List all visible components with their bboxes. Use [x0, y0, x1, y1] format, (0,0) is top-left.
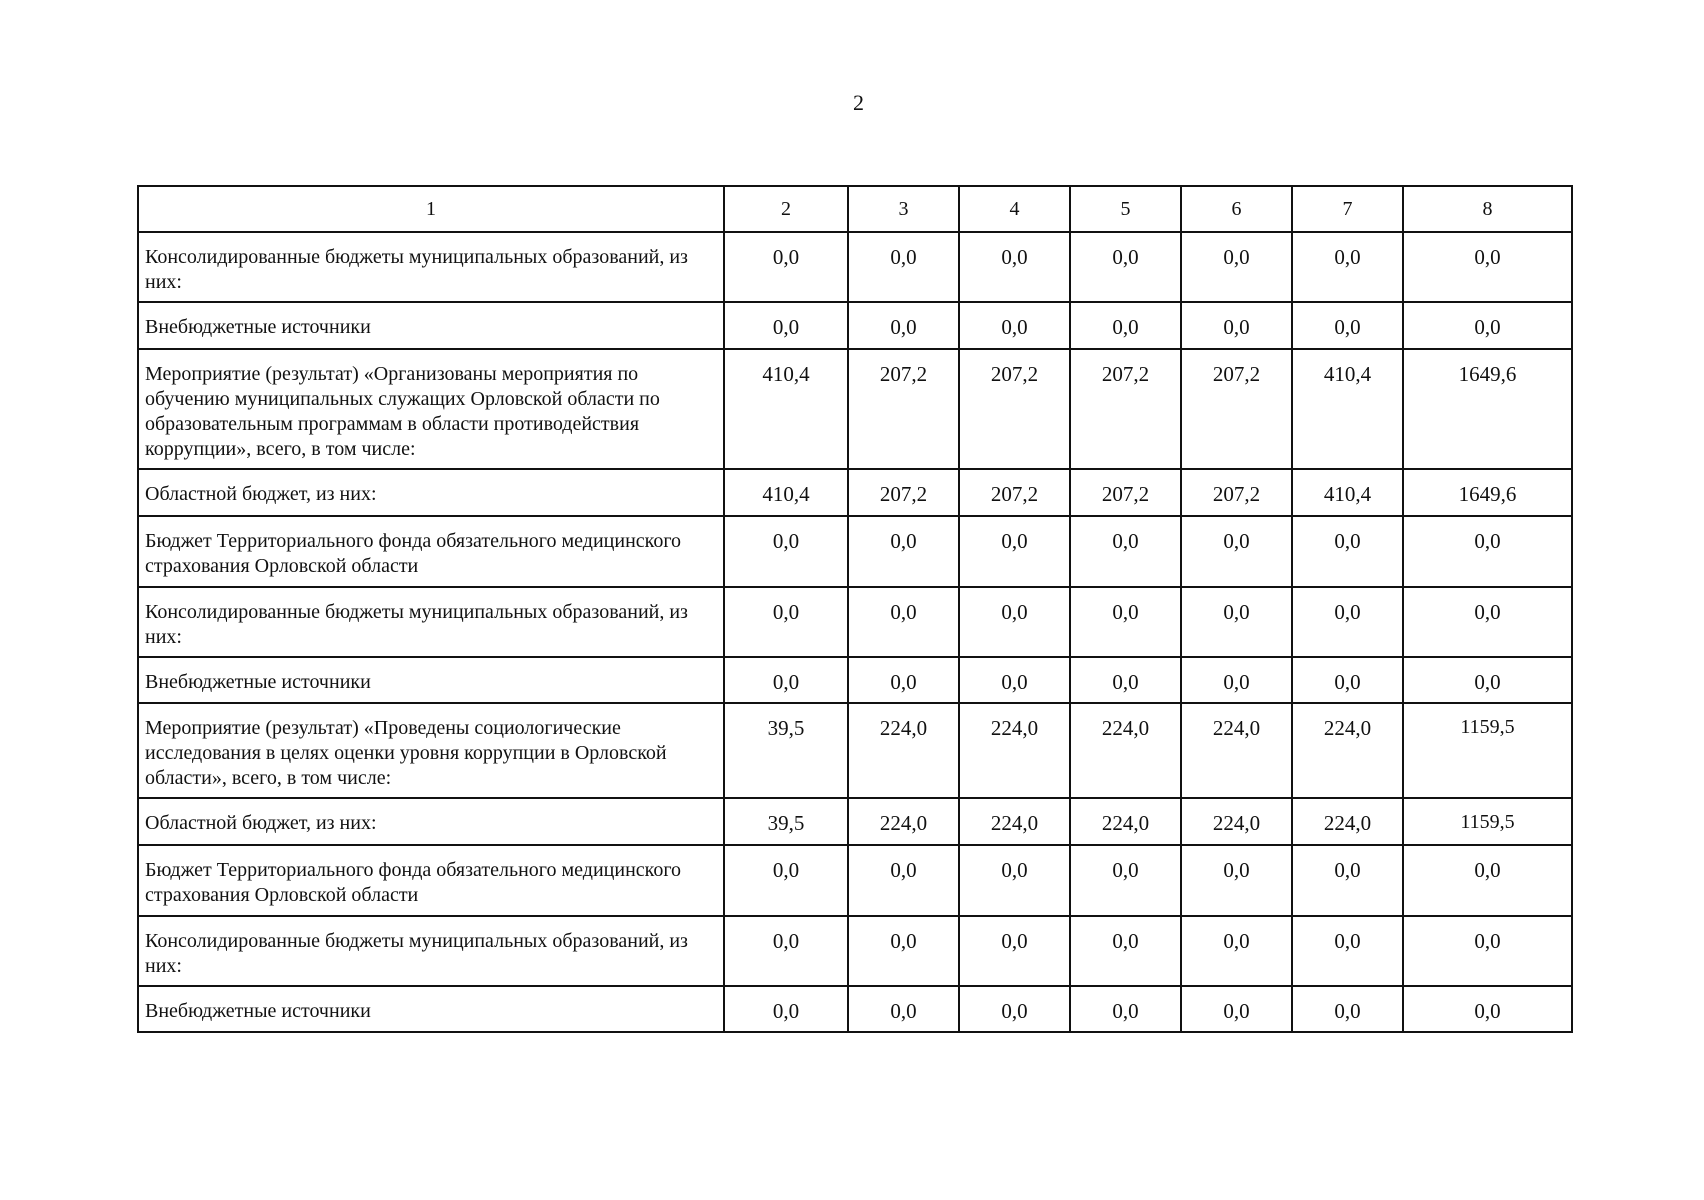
cell-value: 224,0 — [959, 703, 1070, 798]
cell-value: 410,4 — [1292, 349, 1403, 469]
table-row — [138, 349, 1572, 469]
cell-value: 224,0 — [848, 798, 959, 845]
cell-value: 0,0 — [1070, 516, 1181, 587]
column-header: 7 — [1292, 186, 1403, 232]
cell-value: 0,0 — [724, 587, 848, 657]
cell-value: 207,2 — [959, 469, 1070, 516]
cell-value: 207,2 — [848, 469, 959, 516]
cell-value: 39,5 — [724, 798, 848, 845]
table-row — [138, 587, 1572, 657]
table-row — [138, 845, 1572, 916]
column-header: 8 — [1403, 186, 1572, 232]
cell-value: 0,0 — [1070, 232, 1181, 302]
cell-value: 224,0 — [1181, 798, 1292, 845]
table-row — [138, 798, 1572, 845]
cell-value: 0,0 — [1403, 232, 1572, 302]
cell-value: 207,2 — [1181, 469, 1292, 516]
cell-value: 0,0 — [1181, 587, 1292, 657]
row-label: Консолидированные бюджеты муниципальных образований, из них: — [138, 232, 724, 302]
cell-value: 0,0 — [1181, 516, 1292, 587]
column-header: 5 — [1070, 186, 1181, 232]
column-header: 3 — [848, 186, 959, 232]
cell-value: 0,0 — [1292, 657, 1403, 703]
cell-value: 0,0 — [1403, 516, 1572, 587]
cell-value: 0,0 — [1070, 657, 1181, 703]
row-label: Внебюджетные источники — [138, 986, 724, 1032]
cell-value: 0,0 — [1070, 587, 1181, 657]
cell-value: 0,0 — [848, 516, 959, 587]
cell-value: 0,0 — [1181, 916, 1292, 986]
cell-value: 0,0 — [1181, 232, 1292, 302]
cell-value: 0,0 — [724, 845, 848, 916]
cell-value: 39,5 — [724, 703, 848, 798]
cell-value: 0,0 — [1292, 986, 1403, 1032]
cell-value: 0,0 — [848, 916, 959, 986]
table-row — [138, 516, 1572, 587]
cell-value: 224,0 — [848, 703, 959, 798]
cell-value: 0,0 — [1403, 302, 1572, 349]
cell-value: 0,0 — [1181, 302, 1292, 349]
cell-value: 224,0 — [1181, 703, 1292, 798]
column-header: 6 — [1181, 186, 1292, 232]
cell-value: 0,0 — [959, 587, 1070, 657]
cell-value: 224,0 — [1292, 798, 1403, 845]
cell-value: 1649,6 — [1403, 469, 1572, 516]
cell-value: 0,0 — [1070, 302, 1181, 349]
cell-value: 0,0 — [1403, 986, 1572, 1032]
row-label: Областной бюджет, из них: — [138, 469, 724, 516]
cell-value: 0,0 — [724, 916, 848, 986]
cell-value: 0,0 — [959, 302, 1070, 349]
cell-value: 0,0 — [1403, 657, 1572, 703]
cell-value: 0,0 — [848, 232, 959, 302]
cell-value: 0,0 — [1181, 986, 1292, 1032]
row-label: Бюджет Территориального фонда обязательного медицинского страхования Орловской области — [138, 845, 724, 916]
cell-value: 207,2 — [1070, 469, 1181, 516]
cell-value: 410,4 — [724, 349, 848, 469]
cell-value: 0,0 — [959, 986, 1070, 1032]
cell-value: 0,0 — [848, 845, 959, 916]
cell-value: 0,0 — [724, 657, 848, 703]
cell-value: 0,0 — [1070, 916, 1181, 986]
cell-value: 0,0 — [959, 657, 1070, 703]
table-row — [138, 703, 1572, 798]
cell-value: 0,0 — [1181, 845, 1292, 916]
cell-value: 207,2 — [959, 349, 1070, 469]
page-number: 2 — [853, 90, 864, 115]
cell-value: 1159,5 — [1403, 798, 1572, 845]
cell-value: 224,0 — [1292, 703, 1403, 798]
row-label: Бюджет Территориального фонда обязательного медицинского страхования Орловской области — [138, 516, 724, 587]
cell-value: 410,4 — [724, 469, 848, 516]
cell-value: 0,0 — [1070, 986, 1181, 1032]
table-header-row — [138, 186, 1572, 232]
row-label: Областной бюджет, из них: — [138, 798, 724, 845]
row-label: Консолидированные бюджеты муниципальных образований, из них: — [138, 587, 724, 657]
cell-value: 0,0 — [1292, 845, 1403, 916]
budget-table — [137, 185, 1573, 1033]
cell-value: 1649,6 — [1403, 349, 1572, 469]
cell-value: 224,0 — [1070, 703, 1181, 798]
cell-value: 0,0 — [1403, 587, 1572, 657]
cell-value: 207,2 — [848, 349, 959, 469]
row-label: Внебюджетные источники — [138, 302, 724, 349]
cell-value: 207,2 — [1181, 349, 1292, 469]
cell-value: 0,0 — [848, 587, 959, 657]
row-label: Консолидированные бюджеты муниципальных образований, из них: — [138, 916, 724, 986]
cell-value: 0,0 — [1292, 516, 1403, 587]
cell-value: 0,0 — [1181, 657, 1292, 703]
cell-value: 1159,5 — [1403, 703, 1572, 798]
cell-value: 0,0 — [848, 657, 959, 703]
cell-value: 0,0 — [724, 232, 848, 302]
cell-value: 0,0 — [1292, 232, 1403, 302]
cell-value: 0,0 — [848, 302, 959, 349]
cell-value: 0,0 — [1292, 302, 1403, 349]
cell-value: 207,2 — [1070, 349, 1181, 469]
cell-value: 0,0 — [1292, 587, 1403, 657]
column-header: 1 — [138, 186, 724, 232]
table-row — [138, 916, 1572, 986]
cell-value: 0,0 — [724, 986, 848, 1032]
cell-value: 0,0 — [959, 232, 1070, 302]
table-row — [138, 469, 1572, 516]
row-label: Внебюджетные источники — [138, 657, 724, 703]
row-label: Мероприятие (результат) «Проведены социологические исследования в целях оценки уровня коррупции в Орловской области», всего, в том числе: — [138, 703, 724, 798]
cell-value: 0,0 — [724, 302, 848, 349]
column-header: 2 — [724, 186, 848, 232]
cell-value: 410,4 — [1292, 469, 1403, 516]
cell-value: 0,0 — [959, 916, 1070, 986]
table-row — [138, 986, 1572, 1032]
cell-value: 0,0 — [959, 516, 1070, 587]
cell-value: 0,0 — [724, 516, 848, 587]
cell-value: 224,0 — [959, 798, 1070, 845]
cell-value: 0,0 — [1292, 916, 1403, 986]
cell-value: 0,0 — [1070, 845, 1181, 916]
table-row — [138, 232, 1572, 302]
table-row — [138, 657, 1572, 703]
cell-value: 0,0 — [959, 845, 1070, 916]
cell-value: 0,0 — [1403, 845, 1572, 916]
cell-value: 0,0 — [848, 986, 959, 1032]
column-header: 4 — [959, 186, 1070, 232]
row-label: Мероприятие (результат) «Организованы мероприятия по обучению муниципальных служащих Орловской области по образовательным программам в области противодействия коррупции», всего, в том числе: — [138, 349, 724, 469]
table-row — [138, 302, 1572, 349]
cell-value: 0,0 — [1403, 916, 1572, 986]
cell-value: 224,0 — [1070, 798, 1181, 845]
